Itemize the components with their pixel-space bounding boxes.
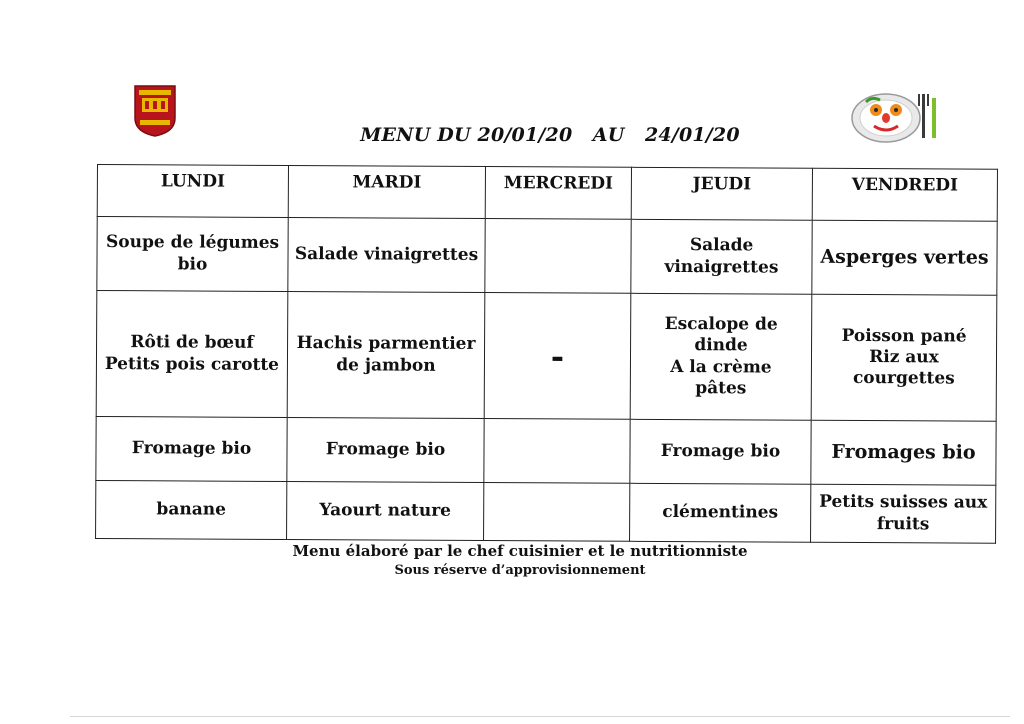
day-header: VENDREDI <box>812 168 997 221</box>
menu-cell: Salade vinaigrettes <box>288 218 485 293</box>
table-row <box>96 480 996 543</box>
menu-cell: Yaourt nature <box>287 481 484 540</box>
menu-cell: Petits suisses aux fruits <box>811 484 996 543</box>
table-row <box>96 416 996 485</box>
day-header: JEUDI <box>631 167 812 220</box>
menu-cell: Asperges vertes <box>812 220 997 295</box>
menu-cell <box>484 483 630 542</box>
page-title: MENU DU 20/01/20 AU 24/01/20 <box>360 124 740 146</box>
day-header: LUNDI <box>97 165 288 218</box>
menu-cell: Escalope de dinde A la crème pâtes <box>630 293 812 420</box>
menu-cell: Fromages bio <box>811 420 996 485</box>
header-row <box>97 165 997 222</box>
table-row <box>96 291 997 422</box>
menu-cell: Fromage bio <box>287 417 484 482</box>
menu-cell <box>485 219 631 294</box>
footer-note: Menu élaboré par le chef cuisinier et le nutritionniste <box>292 542 748 560</box>
menu-table <box>95 164 998 544</box>
scan-edge-line <box>70 716 1010 717</box>
table-row <box>97 217 997 296</box>
menu-cell: banane <box>96 480 287 539</box>
menu-cell: Soupe de légumes bio <box>97 217 288 292</box>
menu-cell: Fromage bio <box>630 419 811 484</box>
menu-cell: Rôti de bœuf Petits pois carotte <box>96 291 288 418</box>
menu-cell: Fromage bio <box>96 416 287 481</box>
supply-disclaimer: Sous réserve d’approvisionnement <box>394 563 646 578</box>
smiling-plate-icon <box>846 88 942 144</box>
day-header: MERCREDI <box>485 167 631 220</box>
menu-cell: clémentines <box>630 483 811 542</box>
menu-cell <box>484 419 630 484</box>
menu-cell: - <box>484 293 631 420</box>
menu-cell: Hachis parmentier de jambon <box>287 292 485 419</box>
menu-cell: Salade vinaigrettes <box>631 219 812 294</box>
menu-cell: Poisson pané Riz aux courgettes <box>811 294 997 421</box>
municipal-crest-icon <box>133 84 177 138</box>
day-header: MARDI <box>288 166 485 219</box>
